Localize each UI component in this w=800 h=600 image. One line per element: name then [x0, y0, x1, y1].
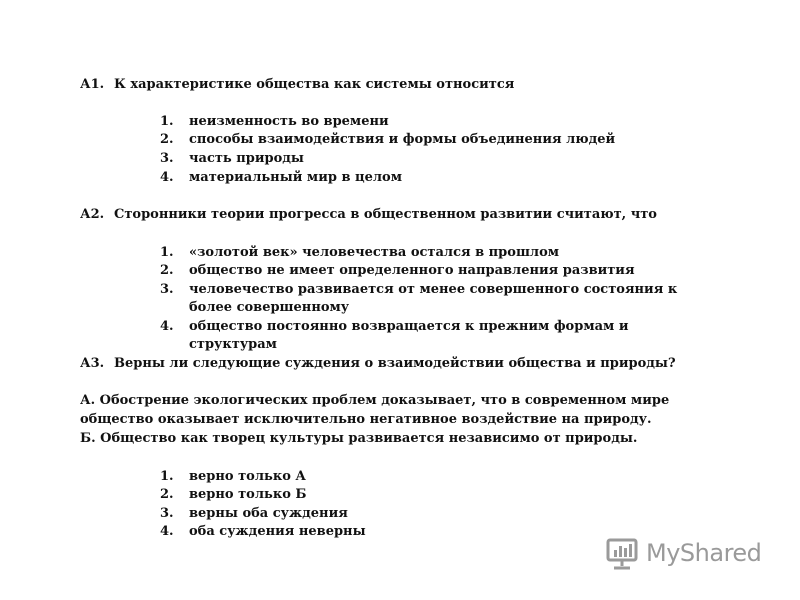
judgement-statement: Б. Общество как творец культуры развивается независимо от природы. — [80, 431, 638, 446]
answer-option-continuation — [189, 299, 349, 317]
option-text: часть природы — [189, 151, 304, 166]
option-number: 1. — [160, 114, 174, 129]
question-text: Сторонники теории прогресса в общественном развитии считают, что — [114, 207, 657, 222]
option-text: верно только А — [189, 469, 306, 484]
option-number: 4. — [160, 170, 174, 185]
watermark-text: MyShared — [646, 539, 762, 567]
option-text: человечество развивается от менее совершенного состояния к — [189, 282, 678, 297]
question-text: Верны ли следующие суждения о взаимодействии общества и природы? — [114, 356, 676, 371]
option-number: 4. — [160, 319, 174, 334]
option-number: 2. — [160, 487, 174, 502]
answer-option — [160, 113, 389, 131]
option-text: материальный мир в целом — [189, 170, 403, 185]
option-number: 1. — [160, 469, 174, 484]
option-number: 3. — [160, 282, 174, 297]
option-number: 2. — [160, 132, 174, 147]
judgement-statement: А. Обострение экологических проблем доказывает, что в современном мире — [80, 393, 670, 408]
judgement-statement: общество оказывает исключительно негативное воздействие на природу. — [80, 412, 652, 427]
option-text: структурам — [189, 337, 277, 352]
option-number: 4. — [160, 524, 174, 539]
option-text: общество не имеет определенного направления развития — [189, 263, 635, 278]
answer-option — [160, 505, 348, 523]
option-text: неизменность во времени — [189, 114, 389, 129]
answer-option — [160, 523, 366, 541]
myshared-watermark — [606, 537, 776, 571]
question-a1 — [80, 76, 514, 94]
answer-option — [160, 318, 629, 336]
option-number: 1. — [160, 245, 174, 260]
answer-option — [160, 169, 402, 187]
question-a2 — [80, 206, 657, 224]
question-number: А2. — [80, 207, 105, 222]
option-text: способы взаимодействия и формы объединения людей — [189, 132, 616, 147]
answer-option — [160, 150, 304, 168]
answer-option — [160, 281, 677, 299]
option-text: общество постоянно возвращается к прежним формам и — [189, 319, 629, 334]
answer-option-continuation — [189, 336, 277, 354]
question-a3 — [80, 355, 676, 373]
answer-option — [160, 468, 306, 486]
option-text: «золотой век» человечества остался в прошлом — [189, 245, 560, 260]
option-text: верны оба суждения — [189, 506, 348, 521]
answer-option — [160, 262, 635, 280]
option-text: верно только Б — [189, 487, 307, 502]
option-number: 3. — [160, 506, 174, 521]
answer-option — [160, 486, 307, 504]
answer-option — [160, 131, 615, 149]
question-number: А1. — [80, 77, 105, 92]
question-text: К характеристике общества как системы относится — [114, 77, 515, 92]
option-text: более совершенному — [189, 300, 350, 315]
myshared-logo-icon — [606, 537, 640, 571]
answer-option — [160, 244, 559, 262]
question-number: А3. — [80, 356, 105, 371]
option-text: оба суждения неверны — [189, 524, 366, 539]
option-number: 3. — [160, 151, 174, 166]
option-number: 2. — [160, 263, 174, 278]
